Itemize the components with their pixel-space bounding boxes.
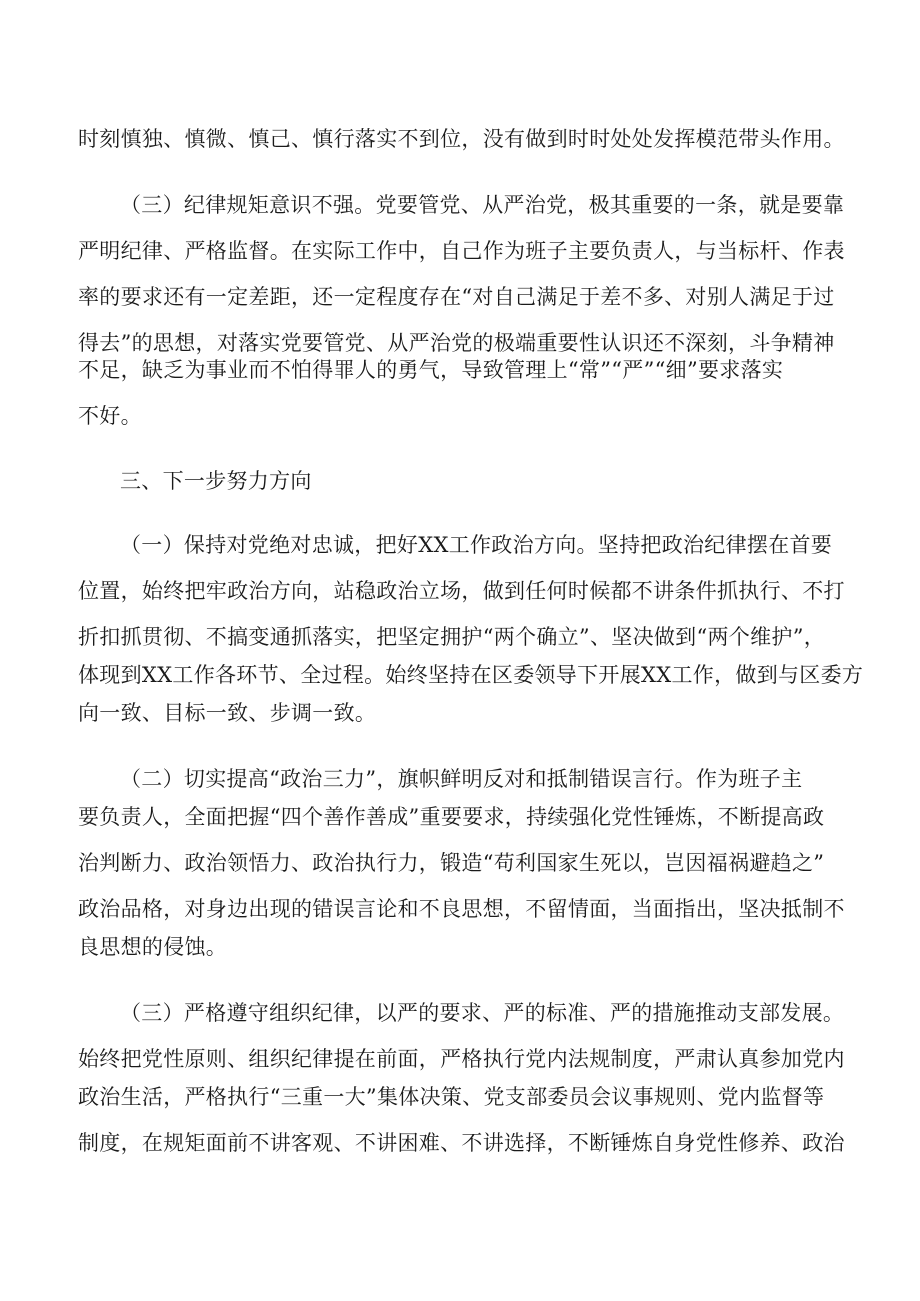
paragraph-line: 折扣抓贯彻、不搞变通抓落实，把坚定拥护“两个确立”、坚决做到“两个维护”， bbox=[78, 625, 826, 649]
paragraph-line: 时刻慎独、慎微、慎己、慎行落实不到位，没有做到时时处处发挥模范带头作用。 bbox=[78, 127, 845, 151]
paragraph-line: （三）严格遵守组织纪律，以严的要求、严的标准、严的措施推动支部发展。 bbox=[120, 1001, 845, 1025]
paragraph-line: 要负责人，全面把握“四个善作善成”重要要求，持续强化党性锤炼，不断提高政 bbox=[78, 805, 825, 829]
paragraph-line: 始终把党性原则、组织纪律提在前面，严格执行党内法规制度，严肃认真参加党内 bbox=[78, 1047, 845, 1071]
paragraph-line: 不足，缺乏为事业而不怕得罪人的勇气，导致管理上“常”“严”“细”要求落实 bbox=[78, 358, 784, 382]
paragraph-line: 体现到XX工作各环节、全过程。始终坚持在区委领导下开展XX工作，做到与区委方 bbox=[78, 663, 864, 687]
paragraph-line: 得去”的思想，对落实党要管党、从严治党的极端重要性认识还不深刻，斗争精神 bbox=[78, 331, 835, 355]
paragraph-line: 率的要求还有一定差距，还一定程度存在“对自己满足于差不多、对别人满足于过 bbox=[78, 285, 835, 309]
section-heading: 三、下一步努力方向 bbox=[120, 469, 312, 493]
paragraph-line: 政治品格，对身边出现的错误言论和不良思想，不留情面，当面指出，坚决抵制不 bbox=[78, 897, 845, 921]
paragraph-line: 向一致、目标一致、步调一致。 bbox=[78, 701, 377, 725]
paragraph-line: （一）保持对党绝对忠诚，把好XX工作政治方向。坚持把政治纪律摆在首要 bbox=[120, 533, 833, 557]
paragraph-line: 政治生活，严格执行“三重一大”集体决策、党支部委员会议事规则、党内监督等 bbox=[78, 1085, 825, 1109]
paragraph-line: 位置，始终把牢政治方向，站稳政治立场，做到任何时候都不讲条件抓执行、不打 bbox=[78, 579, 845, 603]
paragraph-line: 制度，在规矩面前不讲客观、不讲困难、不讲选择，不断锤炼自身党性修养、政治 bbox=[78, 1131, 845, 1155]
paragraph-line: 治判断力、政治领悟力、政治执行力，锻造“苟利国家生死以，岂因福祸避趋之” bbox=[78, 851, 825, 875]
paragraph-line: （二）切实提高“政治三力”，旗帜鲜明反对和抵制错误言行。作为班子主 bbox=[120, 767, 803, 791]
paragraph-line: 严明纪律、严格监督。在实际工作中，自己作为班子主要负责人，与当标杆、作表 bbox=[78, 239, 845, 263]
paragraph-line: 良思想的侵蚀。 bbox=[78, 935, 228, 959]
paragraph-line: （三）纪律规矩意识不强。党要管党、从严治党，极其重要的一条，就是要靠 bbox=[120, 193, 845, 217]
paragraph-line: 不好。 bbox=[78, 404, 142, 428]
